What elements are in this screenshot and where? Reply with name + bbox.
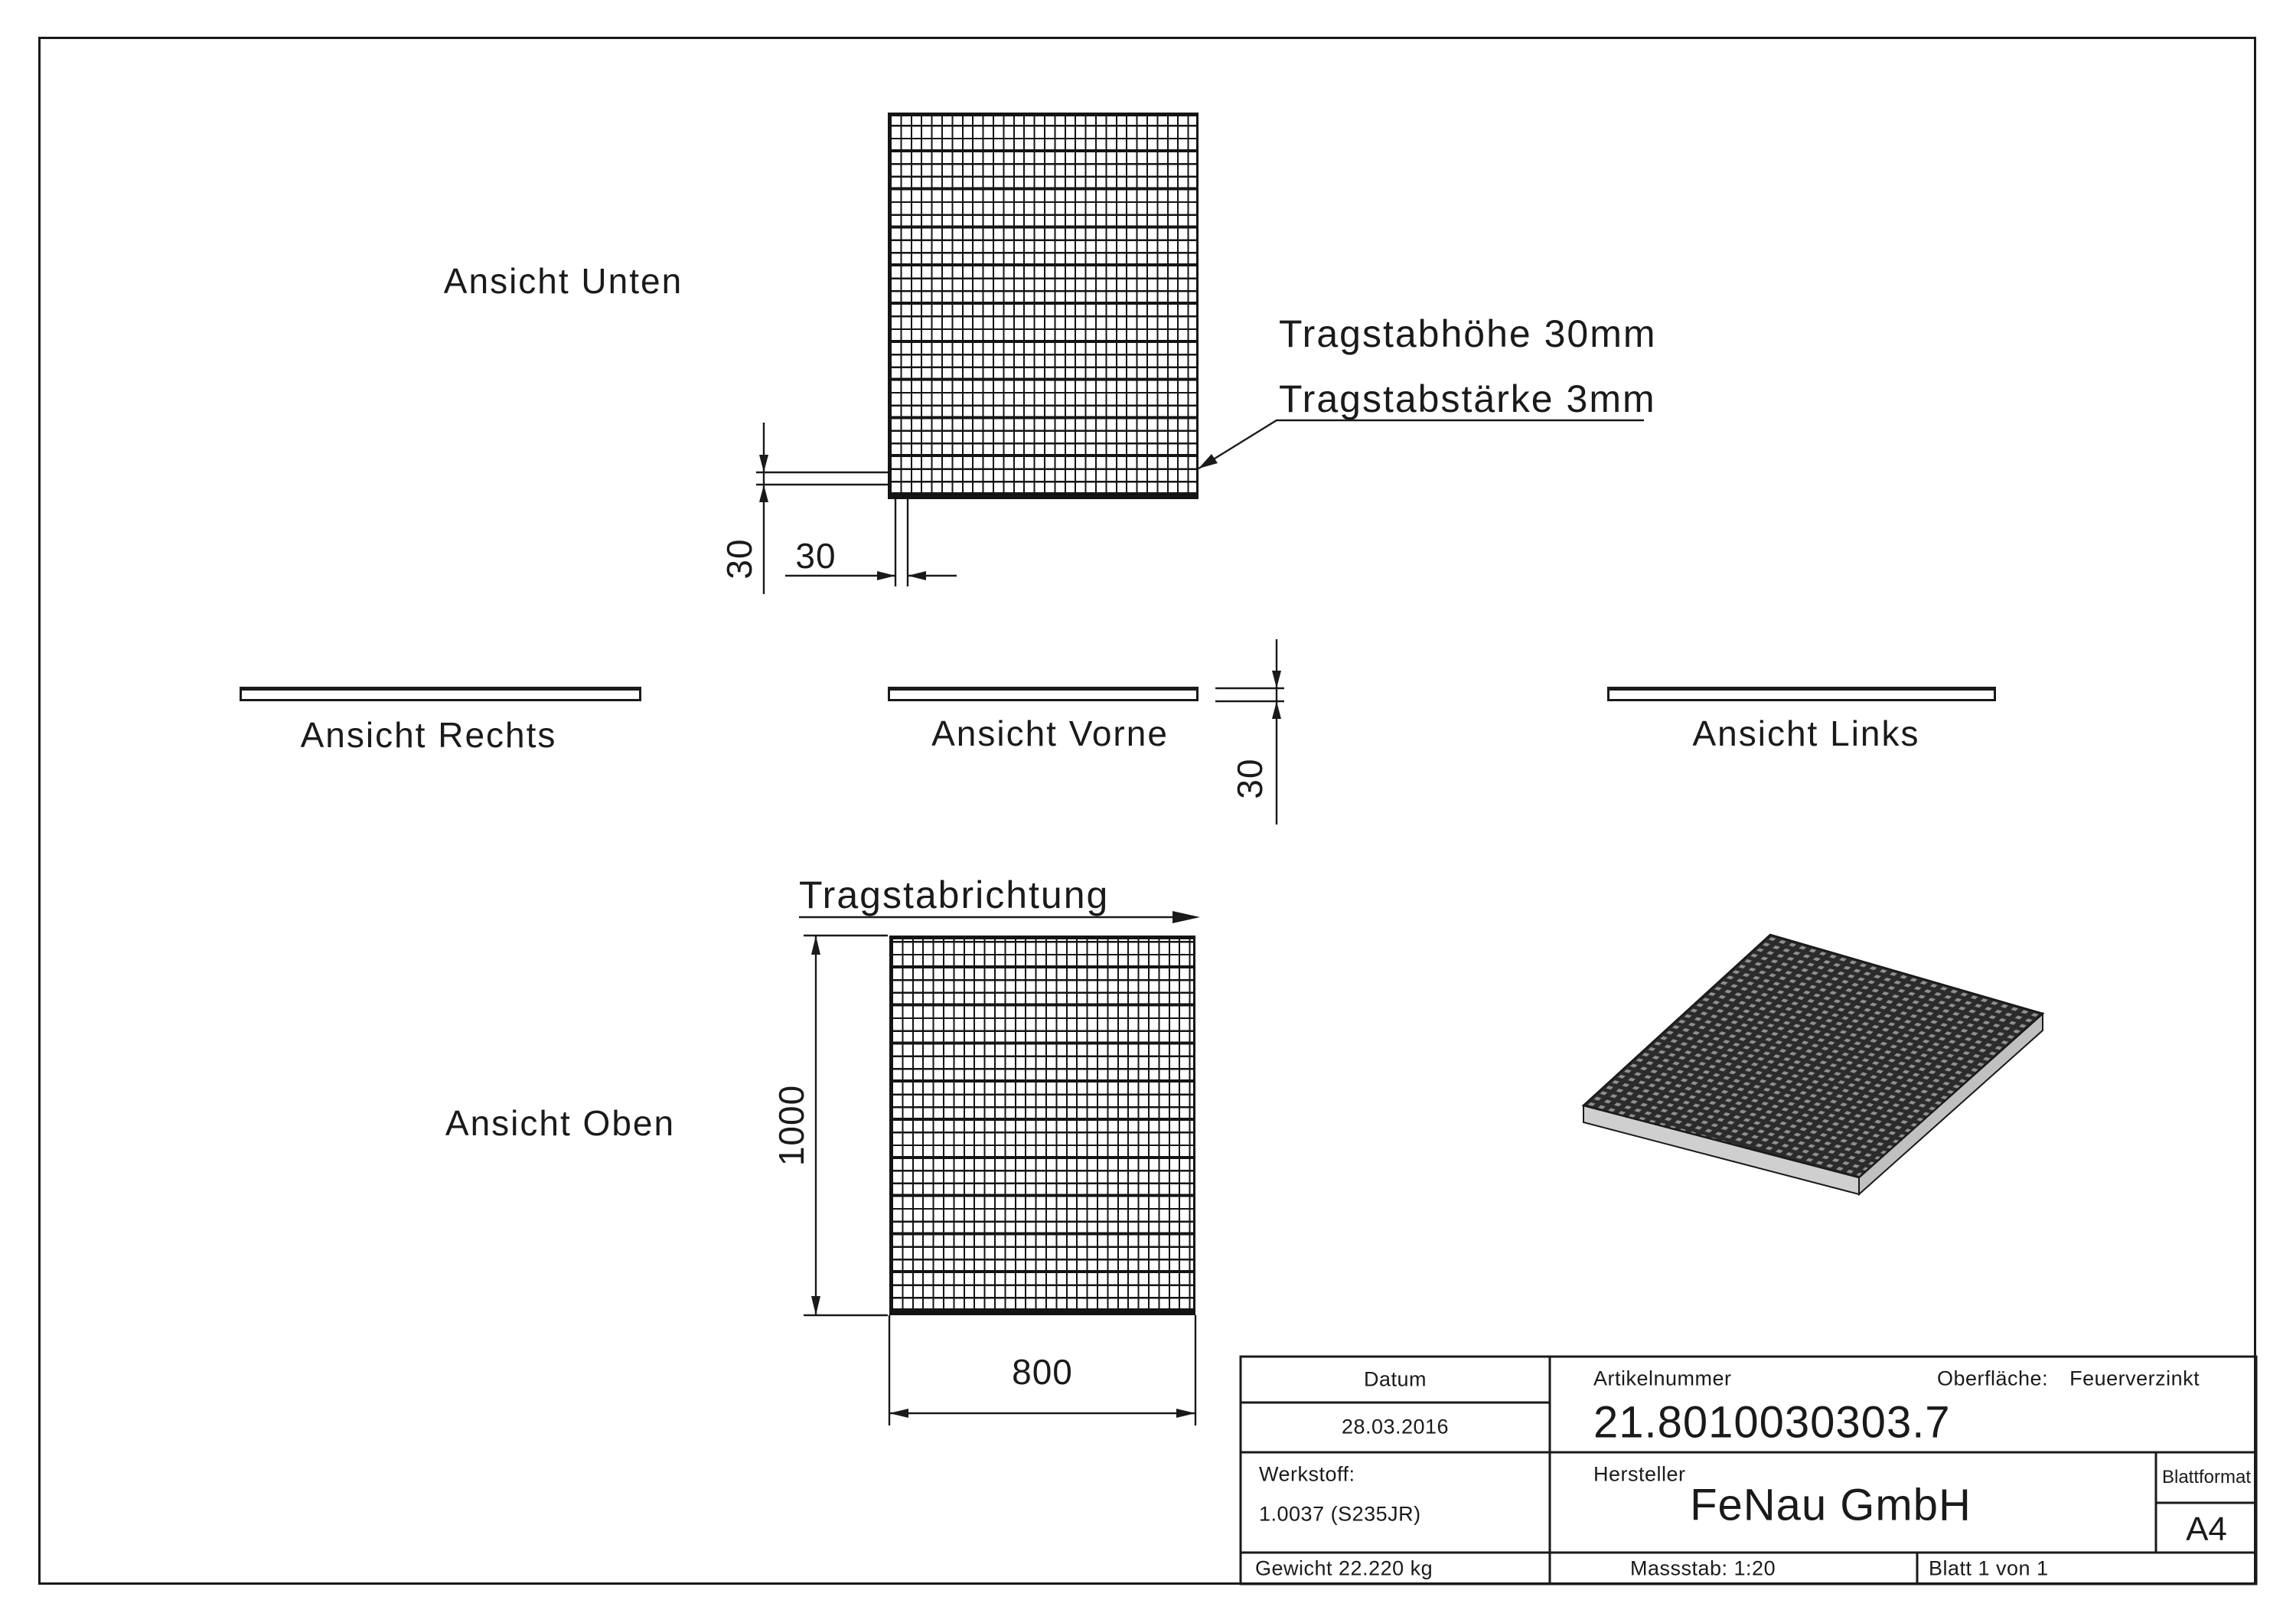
titleblock-datum-value: 28.03.2016: [1341, 1415, 1450, 1438]
titleblock-oberflaeche: [1937, 1367, 2200, 1391]
titleblock-hersteller-value: FeNau GmbH: [1690, 1480, 1971, 1530]
view-label-oben: Ansicht Oben: [445, 1103, 676, 1143]
dim-text-bar-height-30: 30: [719, 538, 759, 580]
view-label-unten: Ansicht Unten: [443, 261, 683, 301]
view-label-links: Ansicht Links: [1692, 714, 1920, 753]
view-label-vorne: Ansicht Vorne: [931, 714, 1169, 753]
dim-text-front-30: 30: [1230, 758, 1270, 799]
titleblock-werkstoff-value: 1.0037 (S235JR): [1259, 1502, 1421, 1526]
titleblock-massstab: Massstab: 1:20: [1630, 1556, 1776, 1580]
titleblock-werkstoff-label: Werkstoff:: [1259, 1462, 1355, 1486]
titleblock-gewicht: Gewicht 22.220 kg: [1255, 1556, 1433, 1580]
titleblock-datum-label: Datum: [1363, 1367, 1427, 1391]
dim-text-1000: 1000: [771, 1084, 811, 1167]
tragstabrichtung-label: Tragstabrichtung: [799, 874, 1110, 916]
annotation-tragstabstaerke: Tragstabstärke 3mm: [1279, 377, 1656, 420]
titleblock-blattformat-value: A4: [2186, 1510, 2227, 1548]
dim-text-800: 800: [1012, 1352, 1073, 1392]
titleblock-blattformat-label: Blattformat: [2161, 1467, 2252, 1487]
titleblock-artikelnummer-value: 21.8010030303.7: [1593, 1397, 1951, 1448]
view-label-rechts: Ansicht Rechts: [300, 715, 557, 755]
titleblock-artikelnummer-label: Artikelnummer: [1593, 1367, 1732, 1390]
titleblock-blatt: Blatt 1 von 1: [1929, 1556, 2049, 1580]
oberflaeche-label: Oberfläche:: [1937, 1367, 2049, 1390]
oberflaeche-value: Feuerverzinkt: [2069, 1367, 2200, 1390]
annotation-tragstabhoehe: Tragstabhöhe 30mm: [1279, 312, 1657, 355]
dim-text-bar-pitch-30: 30: [795, 536, 837, 576]
isometric-3d-view: [1561, 915, 2066, 1206]
titleblock-hersteller-label: Hersteller: [1593, 1462, 1686, 1486]
